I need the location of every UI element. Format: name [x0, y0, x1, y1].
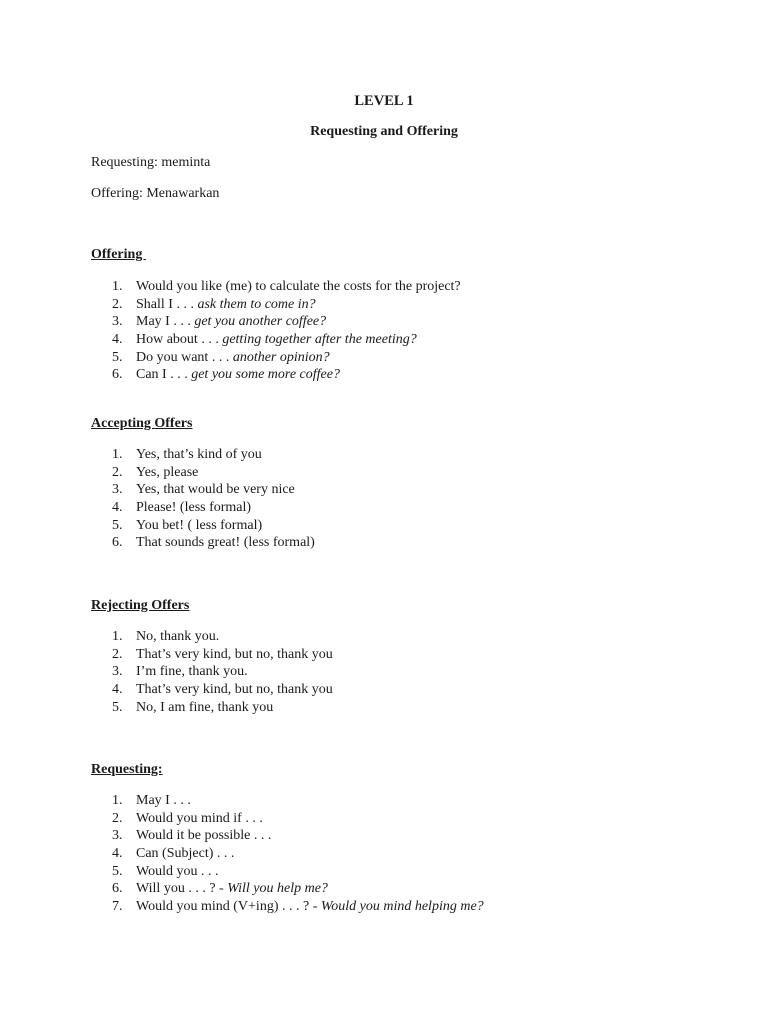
list-item-plain-text: Will you . . . ? -: [136, 881, 228, 897]
section-heading: Rejecting Offers: [91, 598, 190, 613]
list-item-plain-text: That sounds great! (less formal): [136, 535, 315, 551]
list-item-plain-text: Yes, that would be very nice: [136, 482, 295, 498]
list-item-text: [136, 792, 191, 810]
list-item-number: 2.: [112, 646, 123, 662]
list-item-example: get you another coffee?: [194, 314, 327, 330]
list-item-text: [136, 296, 316, 314]
list-item-text: [136, 481, 295, 499]
list-item-plain-text: Can (Subject) . . .: [136, 846, 235, 862]
list-item-text: [136, 646, 333, 664]
list-item-text: [136, 446, 262, 464]
list-item-number: 6.: [112, 535, 123, 551]
list-item-plain-text: Do you want . . .: [136, 349, 233, 365]
section-heading: Offering: [91, 247, 146, 262]
list-item-text: [136, 349, 330, 367]
list-item-plain-text: How about . . .: [136, 332, 223, 348]
list-item-plain-text: Would you like (me) to calculate the costs for the project?: [136, 279, 461, 294]
list-item-text: [136, 663, 248, 681]
list-item-number: 5.: [112, 517, 123, 533]
list-item-plain-text: May I . . .: [136, 314, 195, 330]
list-item-plain-text: May I . . .: [136, 793, 191, 808]
list-item-number: 3.: [112, 664, 123, 680]
list-item-number: 1.: [112, 447, 123, 462]
list-item-text: [136, 464, 198, 482]
list-item-number: 4.: [112, 500, 123, 516]
list-item-number: 4.: [112, 682, 123, 698]
list-item-number: 4.: [112, 332, 123, 348]
list-item-number: 2.: [112, 296, 123, 312]
section-heading: Requesting:: [91, 762, 163, 777]
list-item-number: 1.: [112, 793, 123, 808]
list-item-plain-text: Would you mind (V+ing) . . . ? -: [136, 899, 321, 915]
list-item-example: getting together after the meeting?: [222, 332, 417, 348]
list-item-example: Would you mind helping me?: [320, 899, 484, 915]
list-item-number: 6.: [112, 881, 123, 897]
list-item-plain-text: Yes, that’s kind of you: [136, 447, 262, 462]
list-item-number: 2.: [112, 464, 123, 480]
list-item-plain-text: That’s very kind, but no, thank you: [136, 646, 333, 662]
list-item-number: 7.: [112, 899, 123, 915]
list-item-plain-text: Please! (less formal): [136, 500, 252, 516]
list-item-number: 1.: [112, 279, 123, 294]
list-item-text: [136, 681, 333, 699]
list-item-plain-text: Would it be possible . . .: [136, 828, 272, 844]
list-item-text: [136, 534, 315, 552]
list-item-plain-text: That’s very kind, but no, thank you: [136, 682, 333, 698]
list-item-plain-text: No, I am fine, thank you: [136, 699, 274, 715]
list-item-plain-text: Shall I . . .: [136, 296, 198, 312]
list-item-text: [136, 898, 484, 916]
level-title: LEVEL 1: [354, 93, 414, 109]
list-item-text: [136, 517, 262, 535]
list-item-plain-text: Would you . . .: [136, 863, 219, 879]
list-item-text: [136, 499, 251, 517]
list-item-text: [136, 366, 340, 384]
list-item-plain-text: Would you mind if . . .: [136, 810, 263, 826]
list-item-example: ask them to come in?: [197, 296, 316, 312]
list-item-text: [136, 880, 328, 898]
list-item-number: 5.: [112, 349, 123, 365]
list-item-text: [136, 278, 461, 296]
list-item-text: [136, 810, 263, 828]
list-item-plain-text: Yes, please: [136, 464, 199, 480]
list-item-text: [136, 827, 271, 845]
list-item-text: [136, 845, 234, 863]
list-item-number: 5.: [112, 863, 123, 879]
document-title: Requesting and Offering: [310, 124, 458, 139]
section-heading: Accepting Offers: [91, 416, 193, 431]
list-item-text: [136, 331, 417, 349]
list-item-example: another opinion?: [232, 349, 330, 365]
list-item-number: 5.: [112, 699, 123, 715]
list-item-plain-text: I’m fine, thank you.: [136, 664, 248, 680]
list-item-example: Will you help me?: [227, 881, 328, 897]
list-item-number: 3.: [112, 828, 123, 844]
list-item-plain-text: Can I . . .: [136, 367, 192, 383]
list-item-text: [136, 628, 219, 646]
list-item-number: 4.: [112, 846, 123, 862]
list-item-text: [136, 699, 273, 717]
list-item-number: 1.: [112, 629, 123, 644]
list-item-number: 2.: [112, 810, 123, 826]
list-item-text: [136, 313, 326, 331]
list-item-plain-text: No, thank you.: [136, 629, 220, 644]
list-item-plain-text: You bet! ( less formal): [136, 517, 263, 533]
list-item-number: 6.: [112, 367, 123, 383]
definition-requesting: Requesting: meminta: [91, 155, 211, 170]
definition-offering: Offering: Menawarkan: [91, 186, 220, 201]
list-item-example: get you some more coffee?: [191, 367, 340, 383]
list-item-number: 3.: [112, 482, 123, 498]
list-item-text: [136, 863, 218, 881]
list-item-number: 3.: [112, 314, 123, 330]
